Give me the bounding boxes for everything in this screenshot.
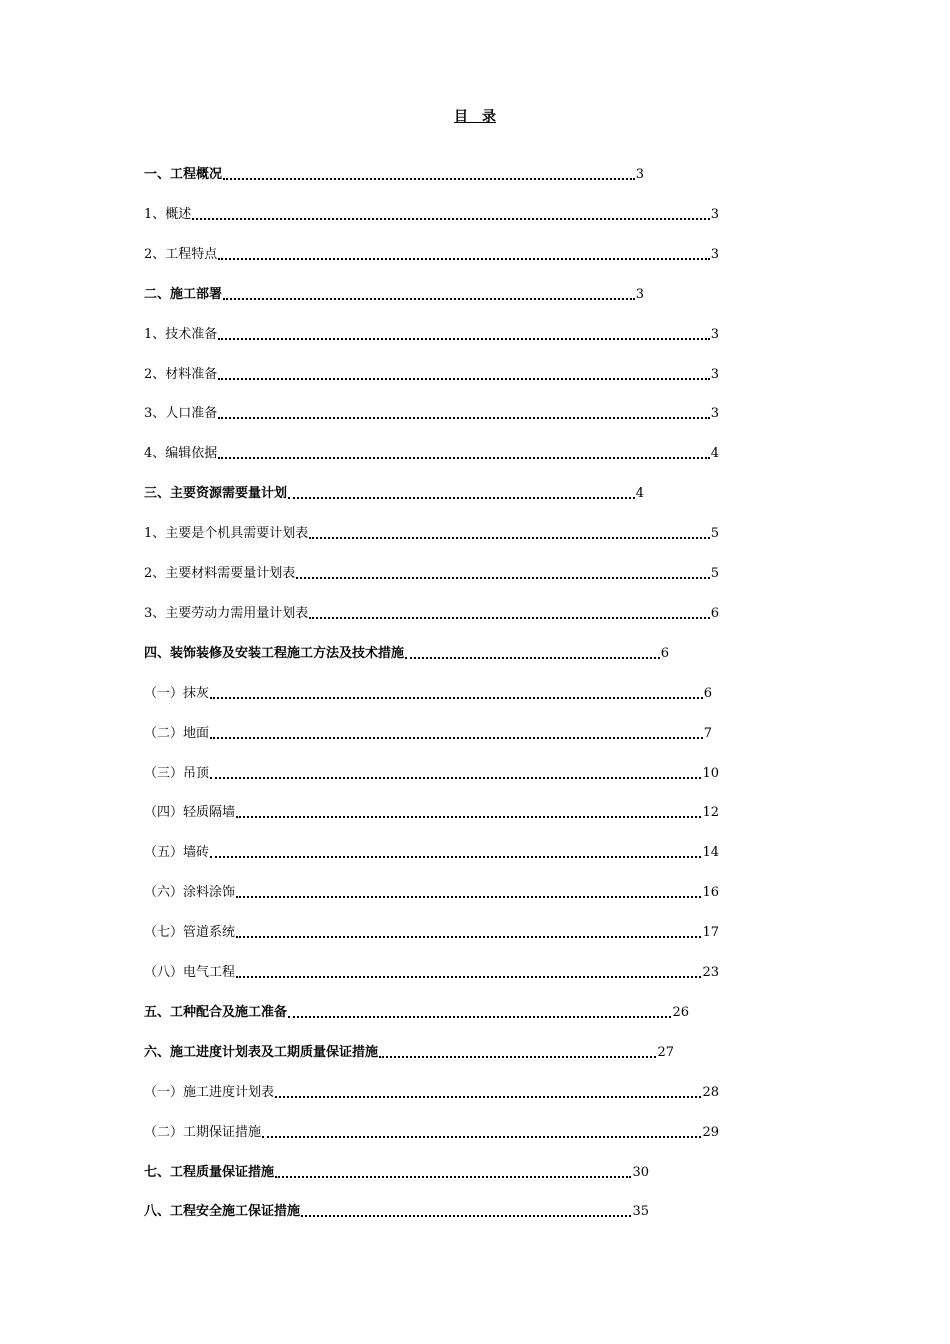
toc-entry-text: 3、人口准备 — [144, 406, 218, 422]
toc-entry-text: 2、材料准备 — [144, 366, 218, 382]
toc-entry[interactable] — [144, 1163, 649, 1183]
toc-entry-page: 3 — [710, 406, 719, 422]
toc-entry-text: 2、工程特点 — [144, 246, 218, 262]
toc-entry-page: 29 — [702, 1124, 719, 1140]
toc-entry-page: 6 — [660, 645, 669, 661]
toc-entry-text: 3、主要劳动力需用量计划表 — [144, 605, 309, 621]
toc-title: 目 录 — [454, 109, 496, 125]
toc-leader-dots — [275, 1095, 701, 1098]
toc-leader-dots — [223, 297, 635, 300]
toc-entry[interactable] — [144, 205, 719, 225]
toc-entry[interactable] — [144, 803, 719, 823]
toc-leader-dots — [218, 257, 709, 260]
toc-entry-page: 14 — [702, 845, 719, 861]
toc-entry[interactable] — [144, 1083, 719, 1103]
toc-entry-page: 30 — [632, 1164, 649, 1180]
toc-entry-text: 1、主要是个机具需要计划表 — [144, 526, 309, 542]
toc-entry-text: 2、主要材料需要量计划表 — [144, 566, 296, 581]
toc-entry[interactable] — [144, 245, 719, 265]
toc-entry-page: 12 — [702, 805, 719, 821]
toc-entry-text: （一）施工进度计划表 — [144, 1084, 275, 1100]
toc-entry-page: 10 — [702, 765, 719, 781]
toc-leader-dots — [210, 855, 701, 858]
toc-entry[interactable] — [144, 165, 644, 185]
toc-entry-page: 35 — [632, 1204, 649, 1220]
toc-leader-dots — [192, 217, 709, 220]
toc-entry-page: 5 — [710, 566, 719, 581]
toc-leader-dots — [309, 616, 709, 619]
toc-entry-text: 四、装饰装修及安装工程施工方法及技术措施 — [144, 645, 405, 661]
toc-entry[interactable] — [144, 444, 719, 464]
toc-entry[interactable] — [144, 764, 719, 784]
toc-entry-page: 3 — [635, 167, 644, 182]
toc-leader-dots — [223, 177, 635, 180]
toc-leader-dots — [236, 935, 701, 938]
toc-entry[interactable] — [144, 604, 719, 624]
toc-entry-text: （八）电气工程 — [144, 965, 236, 980]
toc-leader-dots — [288, 1015, 671, 1018]
toc-entry[interactable] — [144, 564, 719, 584]
toc-entry-page: 16 — [702, 885, 719, 901]
toc-entry[interactable] — [144, 923, 719, 943]
toc-entry-page: 3 — [710, 366, 719, 382]
toc-leader-dots — [218, 377, 709, 380]
toc-entry-text: 五、工种配合及施工准备 — [144, 1004, 288, 1020]
toc-leader-dots — [275, 1175, 631, 1178]
toc-entry[interactable] — [144, 883, 719, 903]
toc-entry-page: 3 — [635, 286, 644, 302]
toc-entry-page: 5 — [710, 526, 719, 542]
toc-entry-text: （四）轻质隔墙 — [144, 805, 236, 821]
toc-entry-page: 17 — [702, 925, 719, 941]
toc-entry-text: 一、工程概况 — [144, 167, 223, 182]
toc-entry[interactable] — [144, 524, 719, 544]
toc-entry-text: （三）吊顶 — [144, 765, 210, 781]
toc-entry[interactable] — [144, 484, 644, 504]
toc-entry-page: 3 — [710, 326, 719, 342]
toc-entry-text: （二）地面 — [144, 725, 210, 741]
toc-entry-page: 4 — [710, 446, 719, 462]
toc-entry[interactable] — [144, 285, 644, 305]
toc-entry-text: （二）工期保证措施 — [144, 1124, 262, 1140]
toc-leader-dots — [236, 975, 701, 978]
toc-leader-dots — [210, 776, 701, 779]
toc-entry-text: 三、主要资源需要量计划 — [144, 486, 288, 502]
toc-entry-text: （七）管道系统 — [144, 925, 236, 941]
toc-leader-dots — [210, 696, 703, 699]
toc-entry-page: 7 — [703, 725, 712, 741]
toc-entry[interactable] — [144, 1202, 649, 1222]
toc-leader-dots — [301, 1214, 631, 1217]
toc-entry-page: 3 — [710, 206, 719, 222]
toc-entry-text: （六）涂料涂饰 — [144, 885, 236, 901]
toc-entry[interactable] — [144, 1003, 689, 1023]
toc-entry[interactable] — [144, 724, 712, 744]
toc-leader-dots — [288, 496, 635, 499]
toc-entry-page: 6 — [710, 605, 719, 621]
toc-leader-dots — [262, 1135, 701, 1138]
toc-entry[interactable] — [144, 1123, 719, 1143]
toc-entry[interactable] — [144, 365, 719, 385]
toc-entry-page: 23 — [702, 965, 719, 980]
toc-entry-text: 4、编辑依据 — [144, 446, 218, 462]
toc-entry[interactable] — [144, 963, 719, 983]
toc-leader-dots — [210, 736, 703, 739]
toc-entry[interactable] — [144, 644, 669, 664]
toc-entry-page: 4 — [635, 486, 644, 502]
toc-entry-text: 1、概述 — [144, 206, 192, 222]
toc-leader-dots — [218, 416, 709, 419]
toc-entry-text: （一）抹灰 — [144, 685, 210, 701]
toc-entry-text: 八、工程安全施工保证措施 — [144, 1204, 301, 1220]
toc-entry-page: 3 — [710, 246, 719, 262]
toc-entry-page: 27 — [657, 1044, 674, 1060]
toc-leader-dots — [218, 337, 709, 340]
toc-leader-dots — [236, 815, 701, 818]
toc-entry[interactable] — [144, 325, 719, 345]
toc-entry-page: 28 — [702, 1084, 719, 1100]
toc-entry-page: 6 — [703, 685, 712, 701]
toc-entry-text: （五）墙砖 — [144, 845, 210, 861]
toc-leader-dots — [309, 536, 709, 539]
toc-entry[interactable] — [144, 843, 719, 863]
toc-leader-dots — [236, 895, 701, 898]
toc-entry[interactable] — [144, 684, 712, 704]
toc-entry[interactable] — [144, 1043, 674, 1063]
toc-entry-text: 六、施工进度计划表及工期质量保证措施 — [144, 1044, 379, 1060]
toc-entry-text: 七、工程质量保证措施 — [144, 1164, 275, 1180]
toc-leader-dots — [405, 656, 660, 659]
toc-entry[interactable] — [144, 404, 719, 424]
toc-entry-text: 1、技术准备 — [144, 326, 218, 342]
toc-entry-text: 二、施工部署 — [144, 286, 223, 302]
toc-leader-dots — [296, 576, 709, 579]
toc-leader-dots — [218, 456, 709, 459]
toc-entry-page: 26 — [672, 1004, 689, 1020]
toc-leader-dots — [379, 1055, 656, 1058]
